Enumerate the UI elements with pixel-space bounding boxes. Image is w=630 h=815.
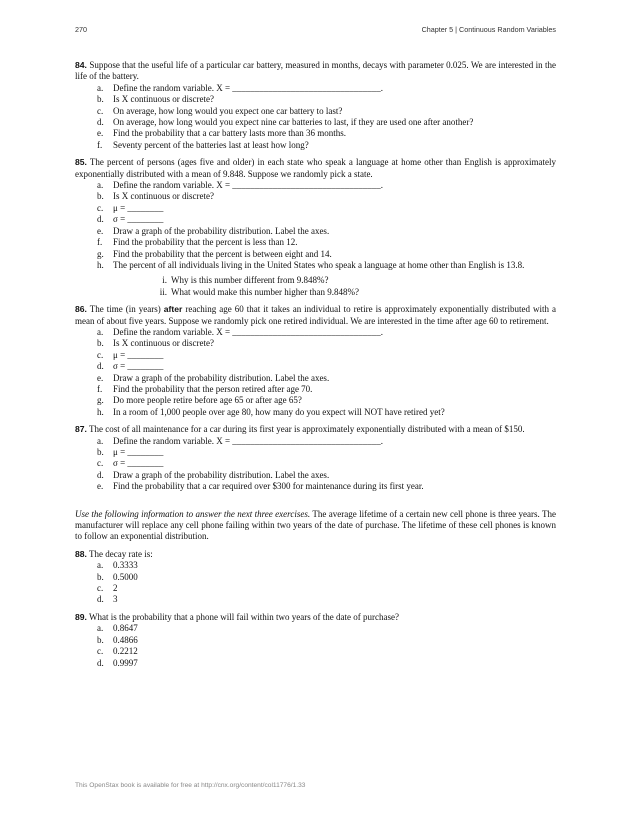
- list-item: d. 0.9997: [97, 657, 138, 668]
- exercise-86-prompt: 86. The time (in years) after reaching age 60 that it takes an individual to retire is approximately exponentially distributed with a mean of about five years. Suppose we randomly pick one retired individual. We are interested in the time after age 60 to retirement.: [75, 304, 556, 326]
- list-item: c. μ = ________: [97, 202, 164, 213]
- list-item: c. σ = ________: [97, 458, 164, 469]
- exercise-list: [75, 60, 556, 675]
- exercise-87: [75, 424, 556, 492]
- list-item: c. 0.2212: [97, 646, 138, 657]
- list-item: b. 0.4866: [97, 634, 138, 645]
- exercise-86: [75, 304, 556, 418]
- list-item: a. 0.8647: [97, 623, 138, 634]
- list-item: f. Seventy percent of the batteries last at least how long?: [97, 139, 309, 150]
- list-item: e. Draw a graph of the probability distribution. Label the axes.: [97, 372, 330, 383]
- exercise-88-options: [75, 560, 556, 606]
- exercise-85-subitems: [113, 275, 556, 298]
- list-item: h. The percent of all individuals living in the United States who speak a language at home other than English is 13.8. i. Why is this number different from 9.848%? ii. What would make this number higher than 9.848%?: [97, 260, 556, 298]
- exercise-number: 89.: [75, 611, 87, 622]
- exercise-84-prompt: 84. Suppose that the useful life of a particular car battery, measured in months, decays with parameter 0.025. We are interested in the life of the battery.: [75, 60, 556, 82]
- exercise-85-prompt: 85. The percent of persons (ages five and older) in each state who speak a language at home other than English is approximately exponentially distributed with a mean of 9.848. Suppose we randomly pick a state.: [75, 157, 557, 179]
- exercise-85: [75, 157, 556, 298]
- list-item: c. μ = ________: [97, 349, 164, 360]
- exercise-87-prompt: 87. The cost of all maintenance for a car during its first year is approximately exponentially distributed with a mean of $150.: [75, 424, 525, 435]
- emphasis-after: after: [163, 304, 183, 315]
- page-footer: This OpenStax book is available for free at http://cnx.org/content/col11776/1.33: [75, 782, 306, 789]
- exercise-89-prompt: 89. What is the probability that a phone will fail within two years of the date of purchase?: [75, 611, 399, 622]
- list-item: d. On average, how long would you expect nine car batteries to last, if they are used one after another?: [97, 117, 474, 128]
- list-item: e. Draw a graph of the probability distribution. Label the axes.: [97, 225, 330, 236]
- list-item: d. Draw a graph of the probability distribution. Label the axes.: [97, 469, 330, 480]
- list-item: a. Define the random variable. X = _________________________________.: [97, 180, 384, 191]
- list-item: e. Find the probability that a car required over $300 for maintenance during its first year.: [97, 481, 424, 492]
- list-item: c. On average, how long would you expect one car battery to last?: [97, 105, 343, 116]
- list-item: b. μ = ________: [97, 447, 164, 457]
- list-item: g. Do more people retire before age 65 or after age 65?: [97, 395, 302, 406]
- exercise-88-prompt: 88. The decay rate is:: [75, 548, 153, 559]
- list-item: a. Define the random variable. X = _________________________________.: [97, 435, 384, 446]
- list-item: e. Find the probability that a car battery lasts more than 36 months.: [97, 128, 346, 139]
- list-item: b. 0.5000: [97, 571, 138, 582]
- list-item: a. Define the random variable. X = _________________________________.: [97, 82, 384, 93]
- exercise-number: 86.: [75, 304, 87, 315]
- list-item: i. Why is this number different from 9.848%?: [162, 275, 329, 286]
- list-item: d. σ = ________: [97, 214, 164, 225]
- list-item: b. Is X continuous or discrete?: [97, 191, 214, 202]
- list-item: ii. What would make this number higher than 9.848%?: [159, 286, 359, 297]
- list-item: a. Define the random variable. X = _________________________________.: [97, 326, 384, 337]
- list-item: b. Is X continuous or discrete?: [97, 94, 214, 105]
- exercise-88: [75, 549, 556, 606]
- list-item: h. In a room of 1,000 people over age 80, how many do you expect will NOT have retired yet?: [97, 406, 445, 417]
- exercise-85-items: [75, 180, 556, 298]
- page-number: 270: [75, 25, 87, 34]
- chapter-title: Chapter 5 | Continuous Random Variables: [421, 25, 556, 34]
- list-item: d. 3: [97, 594, 118, 605]
- list-item: a. 0.3333: [97, 560, 138, 571]
- exercise-number: 88.: [75, 548, 87, 559]
- list-item: f. Find the probability that the person retired after age 70.: [97, 383, 313, 394]
- exercise-number: 87.: [75, 424, 87, 435]
- list-item: b. Is X continuous or discrete?: [97, 338, 214, 349]
- exercise-number: 84.: [75, 60, 87, 70]
- shared-info-paragraph: Use the following information to answer the next three exercises. The average lifetime of a certain new cell phone is three years. The manufacturer will replace any cell phone failing within two years of the date of purchase. The lifetime of these cell phones is known to follow an exponential distribution.: [75, 508, 557, 542]
- exercise-number: 85.: [75, 157, 87, 168]
- list-item: g. Find the probability that the percent is between eight and 14.: [97, 248, 332, 259]
- page-header: [75, 25, 556, 34]
- list-item: d. σ = ________: [97, 361, 164, 372]
- instruction-italic: Use the following information to answer the next three exercises.: [75, 508, 311, 519]
- list-item: c. 2: [97, 583, 118, 594]
- exercise-86-items: [75, 327, 556, 418]
- exercise-84: [75, 60, 556, 151]
- list-item: f. Find the probability that the percent is less than 12.: [97, 237, 298, 248]
- exercise-84-items: [75, 83, 556, 151]
- exercise-87-items: [75, 436, 556, 493]
- exercise-89: [75, 612, 556, 669]
- exercise-89-options: [75, 623, 556, 669]
